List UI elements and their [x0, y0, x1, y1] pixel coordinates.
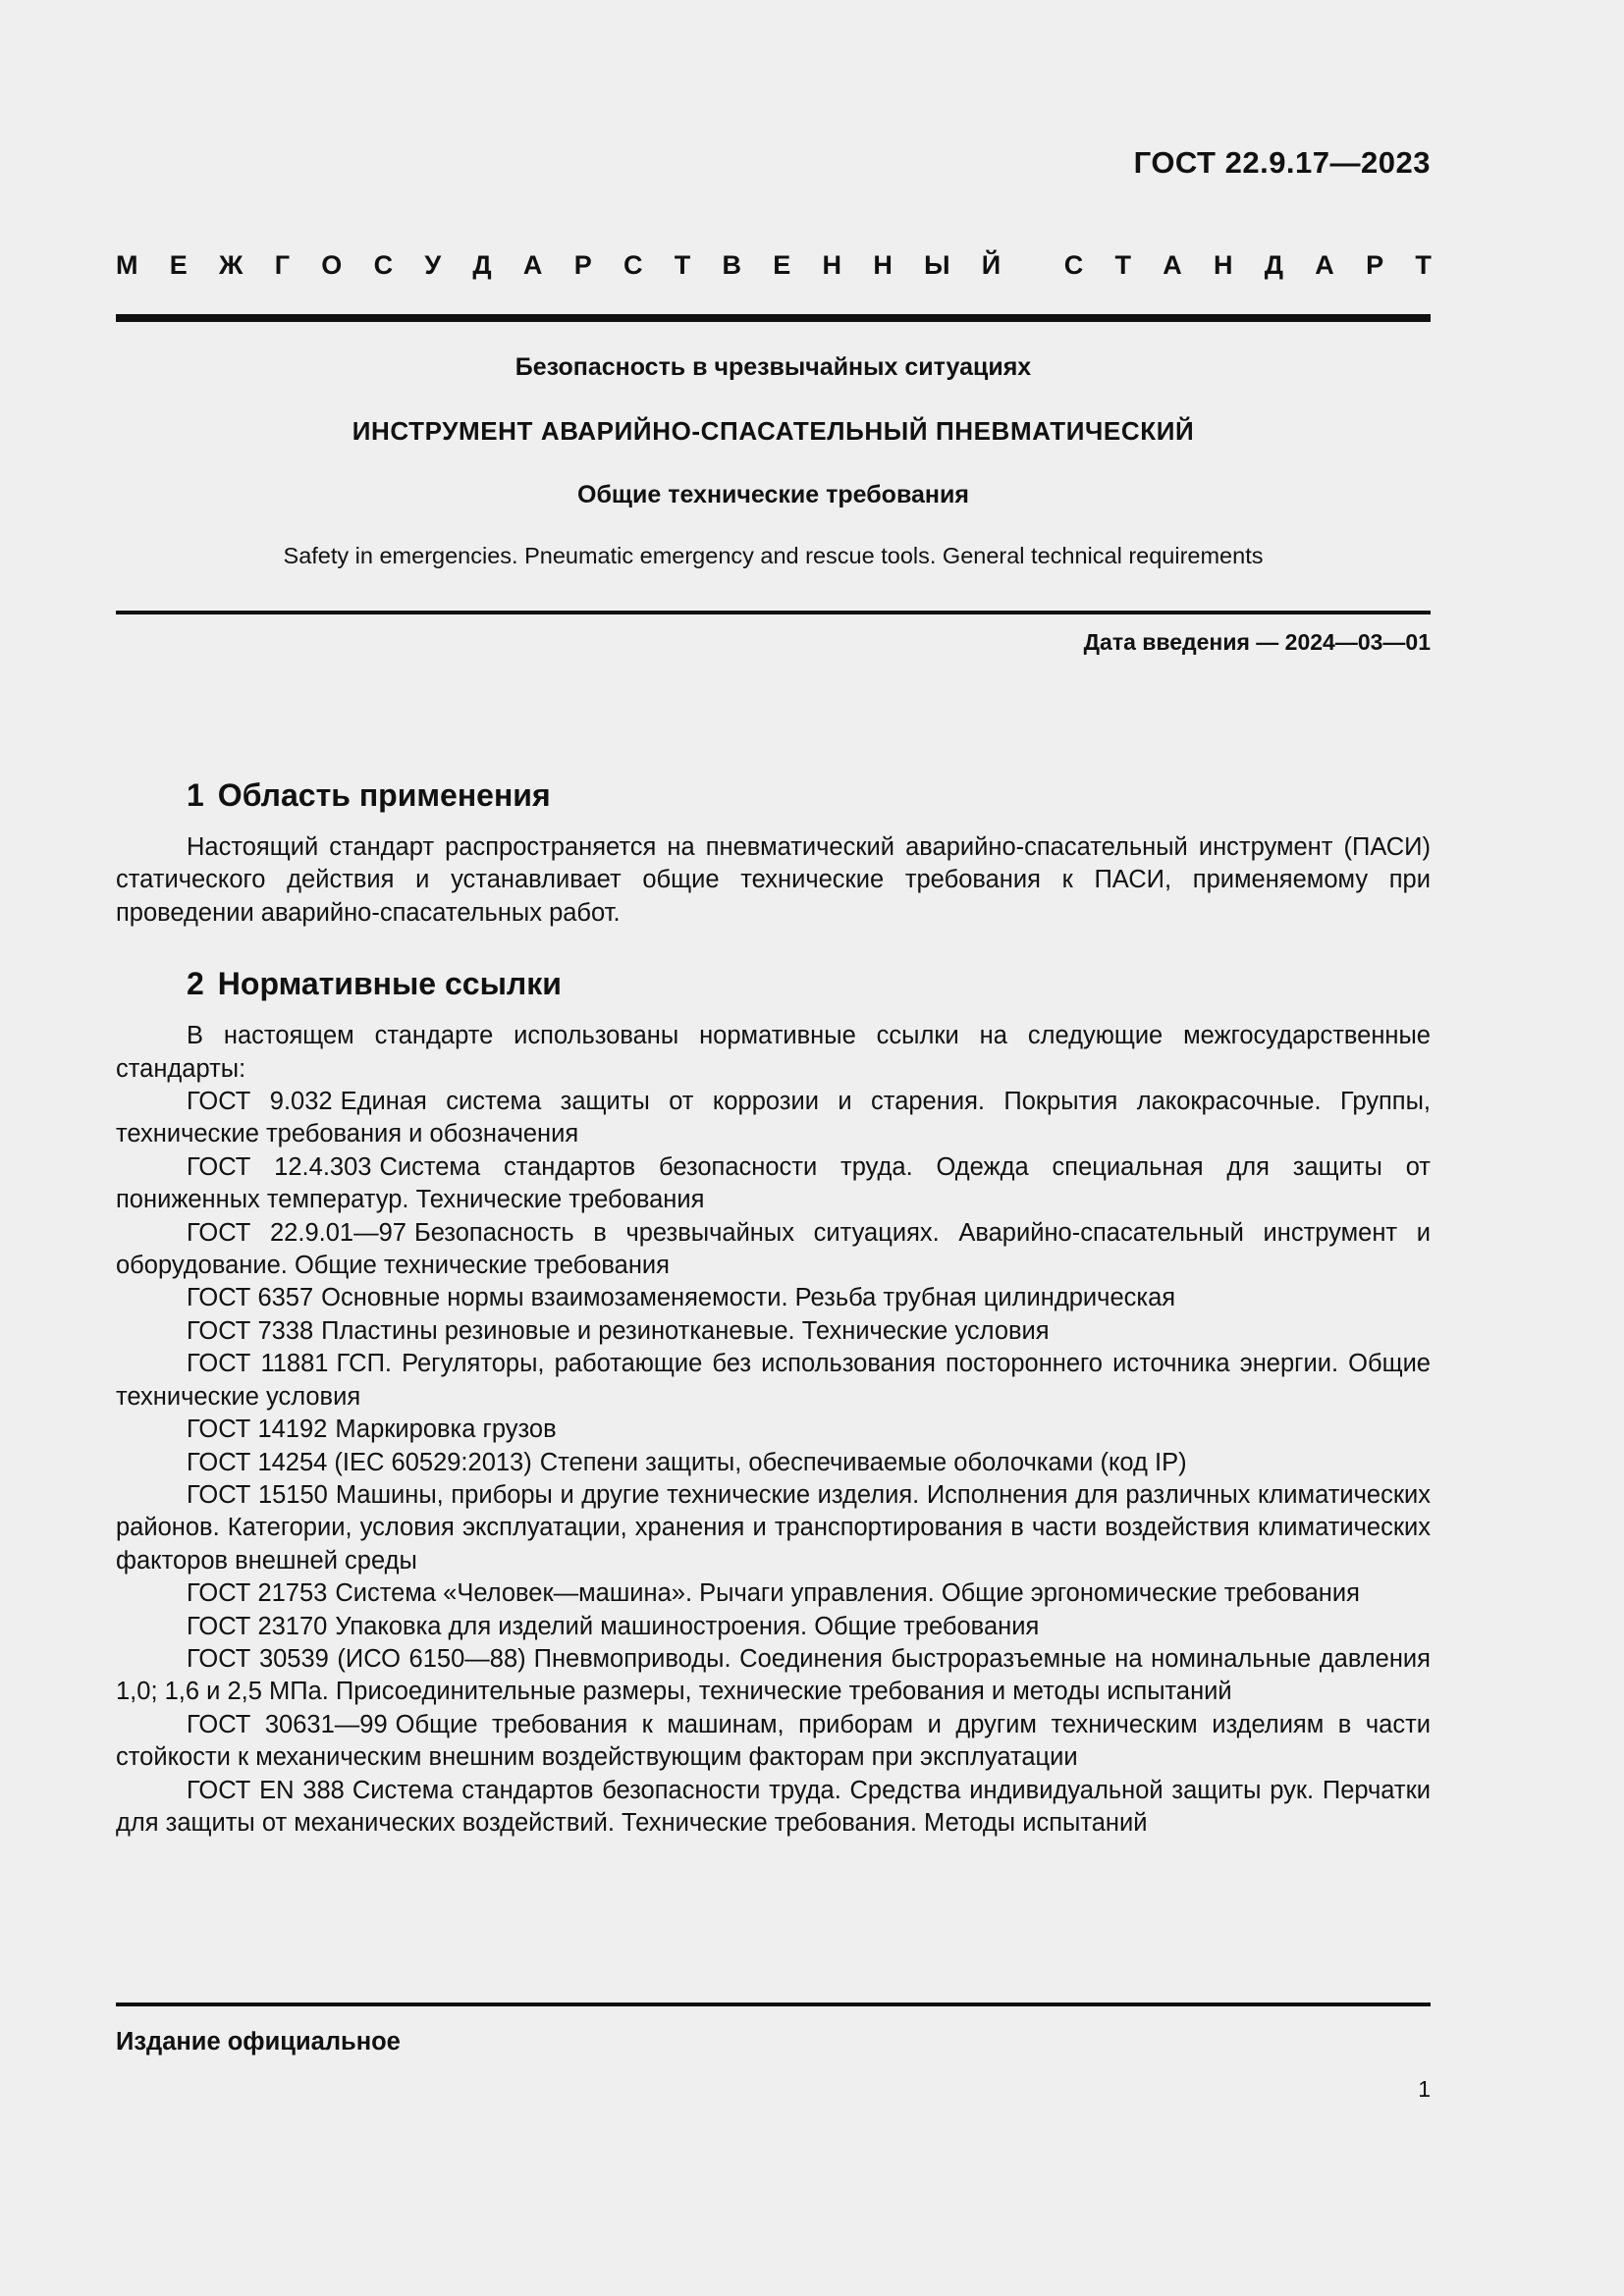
- standard-type-letter: Т: [1415, 250, 1432, 280]
- reference-item: [116, 1282, 1431, 1314]
- standard-type-letter: А: [522, 250, 543, 280]
- reference-title: Общие требования к машинам, приборам и другим техническим изделиям в части стойкости к механическим внешним воздействующим факторам при эксплуатации: [116, 1710, 1431, 1772]
- reference-item: [116, 1217, 1431, 1283]
- reference-code: ГОСТ 7338: [187, 1316, 314, 1345]
- page-number: 1: [1418, 2076, 1431, 2102]
- reference-item: [116, 1479, 1431, 1577]
- standard-type-letter: Е: [169, 250, 188, 280]
- standard-type-heading: [116, 250, 1432, 281]
- title-sub: Общие технические требования: [577, 481, 969, 508]
- title-rule: [116, 611, 1431, 614]
- reference-code: ГОСТ 21753: [187, 1579, 328, 1608]
- reference-title: Упаковка для изделий машиностроения. Общие требования: [335, 1612, 1040, 1640]
- standard-type-letter: Д: [472, 250, 492, 280]
- section-2-intro: В настоящем стандарте использованы нормативные ссылки на следующие межгосударственные стандарты:: [116, 1022, 1431, 1083]
- title-english: Safety in emergencies. Pneumatic emergency and rescue tools. General technical requirements: [283, 543, 1264, 568]
- edition-label: Издание официальное: [116, 2028, 401, 2056]
- reference-title: Пластины резиновые и резинотканевые. Технические условия: [321, 1316, 1050, 1345]
- header-rule: [116, 314, 1431, 322]
- standard-type-letter: Н: [822, 250, 842, 280]
- section-2-number: 2: [187, 966, 204, 1002]
- reference-title: Система стандартов безопасности труда. Средства индивидуальной защиты рук. Перчатки для защиты от механических воздействий. Технические требования. Методы испытаний: [116, 1776, 1431, 1837]
- standard-type-letter: С: [1063, 250, 1084, 280]
- reference-item: [116, 1643, 1431, 1709]
- reference-item: [116, 1348, 1431, 1414]
- standard-type-letter: М: [116, 250, 138, 280]
- standard-type-letter: В: [722, 250, 741, 280]
- reference-code: ГОСТ 15150: [187, 1480, 328, 1509]
- reference-code: ГОСТ 14192: [187, 1415, 328, 1444]
- reference-item: [116, 1775, 1431, 1841]
- reference-item: [116, 1315, 1431, 1348]
- standard-type-letter: Г: [274, 250, 291, 280]
- standard-type-letter: Н: [873, 250, 893, 280]
- standard-type-letter: С: [373, 250, 394, 280]
- reference-code: ГОСТ 12.4.303: [187, 1152, 372, 1181]
- standard-type-letter: А: [1163, 250, 1182, 280]
- introduction-date: Дата введения — 2024—03—01: [1083, 629, 1431, 655]
- reference-title: Основные нормы взаимозаменяемости. Резьба трубная цилиндрическая: [321, 1284, 1176, 1312]
- standard-type-letter: Т: [1114, 250, 1131, 280]
- section-1-heading: [116, 772, 1431, 819]
- reference-code: ГОСТ 30539 (ИСО 6150—88): [187, 1644, 526, 1673]
- reference-title: Степени защиты, обеспечиваемые оболочками (код IP): [539, 1448, 1187, 1476]
- standard-type-letter: Й: [981, 250, 1001, 280]
- standard-type-letter: У: [424, 250, 442, 280]
- title-category: Безопасность в чрезвычайных ситуациях: [514, 353, 1032, 381]
- standard-type-letter: О: [321, 250, 343, 280]
- section-2-title: Нормативные ссылки: [217, 966, 562, 1002]
- reference-item: [116, 1611, 1431, 1643]
- reference-code: ГОСТ 14254 (IEC 60529:2013): [187, 1448, 532, 1476]
- reference-title: Система «Человек—машина». Рычаги управления. Общие эргономические требования: [335, 1579, 1360, 1608]
- reference-title: ГСП. Регуляторы, работающие без использования постороннего источника энергии. Общие технические условия: [116, 1350, 1431, 1411]
- reference-item: [116, 1577, 1431, 1610]
- reference-item: [116, 1447, 1431, 1479]
- normative-references-list: [116, 1086, 1431, 1840]
- standard-type-letter: Д: [1264, 250, 1284, 280]
- reference-item: [116, 1709, 1431, 1775]
- standard-type-letter: Н: [1214, 250, 1233, 280]
- reference-title: Единая система защиты от коррозии и старения. Покрытия лакокрасочные. Группы, технические требования и обозначения: [116, 1088, 1431, 1148]
- standard-type-letter: Е: [773, 250, 791, 280]
- reference-code: ГОСТ EN 388: [187, 1776, 345, 1804]
- reference-title: Машины, приборы и другие технические изделия. Исполнения для различных климатических районов. Категории, условия эксплуатации, хранения и транспортирования в части воздействия климатических факторов внешней среды: [116, 1480, 1431, 1575]
- reference-code: ГОСТ 6357: [187, 1284, 314, 1312]
- document-body: [116, 772, 1431, 1840]
- section-2-heading: [116, 960, 1431, 1007]
- standard-type-letter: Р: [573, 250, 592, 280]
- reference-code: ГОСТ 23170: [187, 1612, 328, 1640]
- reference-item: [116, 1414, 1431, 1446]
- footer-rule: [116, 2002, 1431, 2006]
- section-1-title: Область применения: [217, 777, 551, 813]
- standard-type-letter: Ы: [924, 250, 950, 280]
- reference-code: ГОСТ 30631—99: [187, 1710, 388, 1738]
- standard-type-letter: Ж: [219, 250, 244, 280]
- title-main: ИНСТРУМЕНТ АВАРИЙНО-СПАСАТЕЛЬНЫЙ ПНЕВМАТИЧЕСКИЙ: [352, 416, 1195, 446]
- reference-item: [116, 1086, 1431, 1151]
- standard-type-letter: С: [623, 250, 643, 280]
- reference-title: Система стандартов безопасности труда. Одежда специальная для защиты от пониженных температур. Технические требования: [116, 1152, 1431, 1214]
- section-1-text: Настоящий стандарт распространяется на пневматический аварийно-спасательный инструмент (ПАСИ) статического действия и устанавливает общие технические требования к ПАСИ, применяемому при проведении аварийно-спасательных работ.: [116, 833, 1431, 927]
- standard-type-letter: Р: [1366, 250, 1384, 280]
- reference-item: [116, 1151, 1431, 1217]
- reference-title: Безопасность в чрезвычайных ситуациях. Аварийно-спасательный инструмент и оборудование. Общие технические требования: [116, 1218, 1431, 1280]
- reference-code: ГОСТ 9.032: [187, 1088, 333, 1116]
- reference-code: ГОСТ 11881: [187, 1350, 329, 1378]
- reference-title: Пневмоприводы. Соединения быстроразъемные на номинальные давления 1,0; 1,6 и 2,5 МПа. Присоединительные размеры, технические требования и методы испытаний: [116, 1644, 1431, 1706]
- document-code: ГОСТ 22.9.17—2023: [1133, 145, 1431, 180]
- reference-code: ГОСТ 22.9.01—97: [187, 1218, 406, 1247]
- reference-title: Маркировка грузов: [335, 1415, 557, 1444]
- section-1-number: 1: [187, 777, 204, 813]
- standard-type-letter: А: [1315, 250, 1334, 280]
- standard-type-letter: Т: [674, 250, 691, 280]
